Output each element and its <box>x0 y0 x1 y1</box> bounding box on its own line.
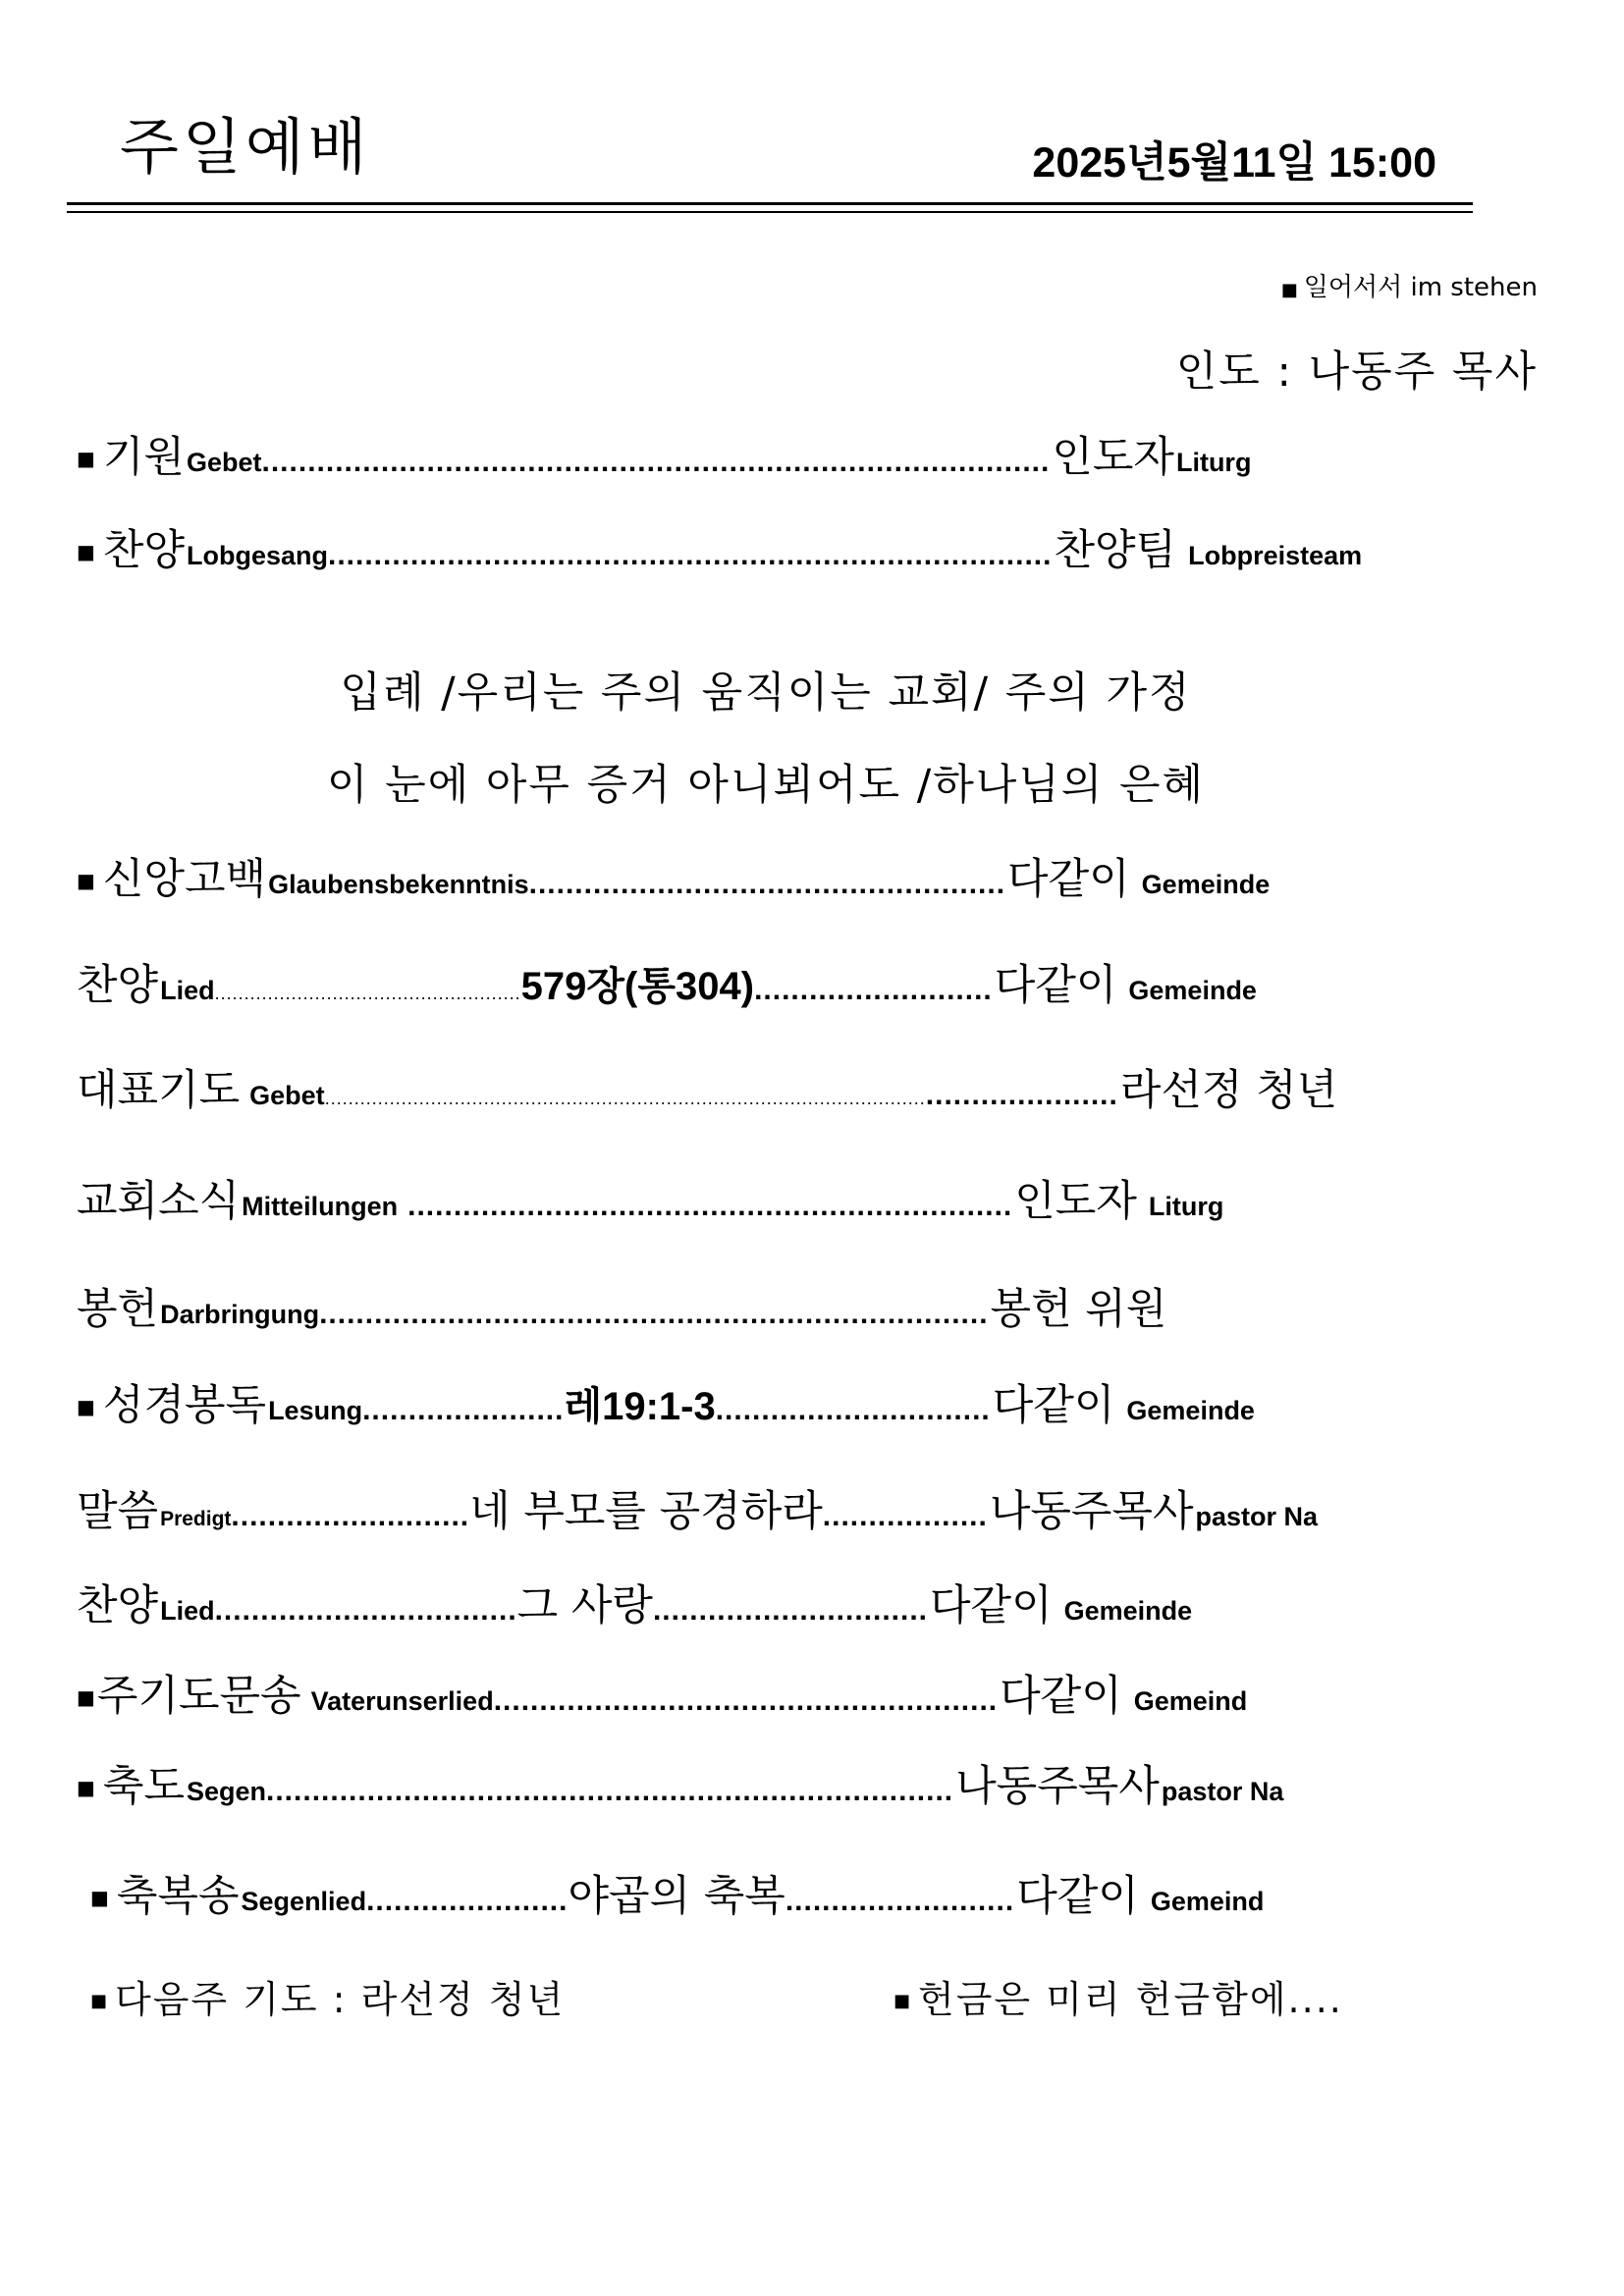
bullet-icon: ■ <box>90 1886 109 1909</box>
leader-dots: ....................................................... <box>493 1684 999 1717</box>
order-item-benediction <box>77 1753 1283 1813</box>
item-person: 다같이 <box>994 961 1117 1010</box>
leader-dots: ............................................................................... <box>328 539 1053 571</box>
bullet-icon: ■ <box>77 1776 95 1799</box>
leader-dots: ...................................................................................................... <box>324 1089 926 1108</box>
offering-note <box>893 1969 1343 2023</box>
item-german: Segen <box>186 1777 267 1806</box>
leader-dots: ......................................................................... <box>319 1298 989 1330</box>
item-person: 봉헌 위원 <box>990 1285 1167 1334</box>
item-german: Darbringung <box>160 1300 320 1329</box>
bullet-icon: ■ <box>90 1991 110 2011</box>
item-person: 다같이 <box>930 1581 1053 1630</box>
leader-dots: ................................. <box>214 1594 517 1627</box>
item-person-german: Gemeinde <box>1141 870 1271 899</box>
leader-dots: .............................. <box>652 1594 929 1627</box>
order-item-hymn-1 <box>77 952 1257 1012</box>
header-divider <box>67 202 1473 205</box>
order-item-lords-prayer <box>77 1663 1247 1723</box>
leader-dots: .......................... <box>754 974 993 1006</box>
item-person: 다같이 <box>992 1381 1115 1430</box>
item-korean: 주기도문송 <box>96 1672 301 1721</box>
order-item-prayer <box>77 1057 1337 1117</box>
item-person-german: Gemeinde <box>1128 976 1257 1005</box>
service-date: 2025년5월11일 15:00 <box>1032 139 1436 187</box>
bullet-icon: ■ <box>77 869 95 892</box>
item-person: 찬양팀 <box>1054 526 1177 575</box>
item-person: 인도자 <box>1052 433 1174 482</box>
item-korean: 축도 <box>102 1762 185 1811</box>
item-german: Lied <box>160 1596 215 1626</box>
item-korean: 신앙고백 <box>102 855 267 904</box>
item-person-german: Gemeind <box>1133 1686 1248 1716</box>
leader-dots: .................................................................. <box>407 1190 1013 1222</box>
item-korean: 성경봉독 <box>102 1381 267 1430</box>
item-person-german: Liturg <box>1148 1192 1224 1221</box>
item-person-german: Gemeind <box>1150 1887 1265 1916</box>
order-item-invocation <box>77 424 1251 484</box>
order-item-creed <box>77 846 1270 906</box>
page-title: 주일예배 <box>120 111 371 183</box>
item-person-german: Gemeinde <box>1126 1396 1255 1425</box>
offering-note-text: 헌금은 미리 헌금함에.... <box>918 1978 1343 2021</box>
item-german: Gebet <box>249 1081 325 1110</box>
item-detail: 네 부모를 공경하라 <box>469 1487 823 1536</box>
item-german: Segenlied <box>241 1887 367 1916</box>
item-detail: 레19:1-3 <box>564 1385 716 1428</box>
bullet-icon: ■ <box>893 1991 913 2011</box>
item-korean: 찬양 <box>77 1581 159 1630</box>
bullet-icon: ■ <box>77 447 95 470</box>
standing-note <box>1281 267 1538 303</box>
item-person: 인도자 <box>1014 1177 1137 1226</box>
item-german: Lobgesang <box>186 541 328 570</box>
item-person: 라선정 청년 <box>1119 1066 1338 1115</box>
order-item-blessing-song <box>90 1863 1264 1923</box>
item-person: 다같이 <box>1007 855 1130 904</box>
item-korean: 찬양 <box>77 961 159 1010</box>
item-german: Lied <box>160 976 215 1005</box>
item-german: Predigt <box>160 1508 232 1530</box>
item-person: 다같이 <box>1016 1872 1139 1921</box>
item-detail: 야곱의 축복 <box>568 1872 785 1921</box>
item-korean: 축복송 <box>116 1872 240 1921</box>
next-week-prayer-text: 다음주 기도 : 라선정 청년 <box>115 1978 566 2021</box>
leader-dots: ...................... <box>366 1885 568 1917</box>
header-divider-thin <box>67 211 1473 213</box>
order-item-hymn-2 <box>77 1573 1192 1632</box>
entrance-line-1: 입례 /우리는 주의 움직이는 교회/ 주의 가정 <box>340 668 1192 718</box>
bullet-icon: ■ <box>77 1685 95 1709</box>
bullet-icon: ■ <box>1280 280 1298 300</box>
leader-line: 인도 : 나동주 목사 <box>1175 347 1538 397</box>
item-german: Glaubensbekenntnis <box>268 870 529 899</box>
leader-dots: .............................. <box>715 1394 991 1426</box>
item-person: 다같이 <box>1000 1672 1122 1721</box>
item-korean: 기원 <box>102 433 185 482</box>
leader-dots: .................................................... <box>214 984 521 1003</box>
item-korean: 교회소식 <box>77 1177 241 1226</box>
leader-dots: ..................... <box>925 1079 1118 1111</box>
leader-dots: ...................................................................................... <box>261 446 1051 478</box>
item-person-german: pastor Na <box>1161 1777 1284 1806</box>
entrance-line-2: 이 눈에 아무 증거 아니뵈어도 /하나님의 은혜 <box>326 761 1206 810</box>
item-korean: 찬양 <box>102 526 185 575</box>
item-person-german: Gemeinde <box>1063 1596 1193 1626</box>
bullet-icon: ■ <box>77 1395 95 1418</box>
next-week-prayer-note <box>90 1969 565 2023</box>
leader-dots: .......................... <box>231 1500 470 1532</box>
order-item-offering <box>77 1276 1166 1336</box>
item-german: Gebet <box>186 448 262 477</box>
order-item-reading <box>77 1372 1255 1432</box>
standing-note-text: 일어서서 im stehen <box>1303 273 1538 302</box>
item-person-german: Lobpreisteam <box>1188 541 1363 570</box>
item-person: 나동주목사 <box>955 1762 1160 1811</box>
item-detail: 579장(통304) <box>520 965 755 1008</box>
leader-dots: .................................................... <box>528 868 1006 900</box>
item-person: 나동주목사 <box>989 1487 1194 1536</box>
item-german: Vaterunserlied <box>310 1686 494 1716</box>
item-korean: 대표기도 <box>77 1066 241 1115</box>
leader-dots: ......................... <box>785 1885 1015 1917</box>
leader-dots: ........................................................................... <box>266 1775 954 1807</box>
leader-dots: .................. <box>822 1500 988 1532</box>
item-detail: 그 사랑 <box>516 1581 653 1630</box>
order-item-praise <box>77 517 1362 577</box>
order-item-sermon <box>77 1478 1318 1538</box>
item-person-german: pastor Na <box>1195 1502 1319 1531</box>
bullet-icon: ■ <box>77 540 95 563</box>
item-korean: 봉헌 <box>77 1285 159 1334</box>
leader-dots: ...................... <box>362 1394 565 1426</box>
item-german: Lesung <box>268 1396 363 1425</box>
item-korean: 말씀 <box>77 1487 159 1536</box>
item-person-german: Liturg <box>1175 448 1252 477</box>
order-item-announcements <box>77 1168 1223 1228</box>
item-german: Mitteilungen <box>242 1192 399 1221</box>
